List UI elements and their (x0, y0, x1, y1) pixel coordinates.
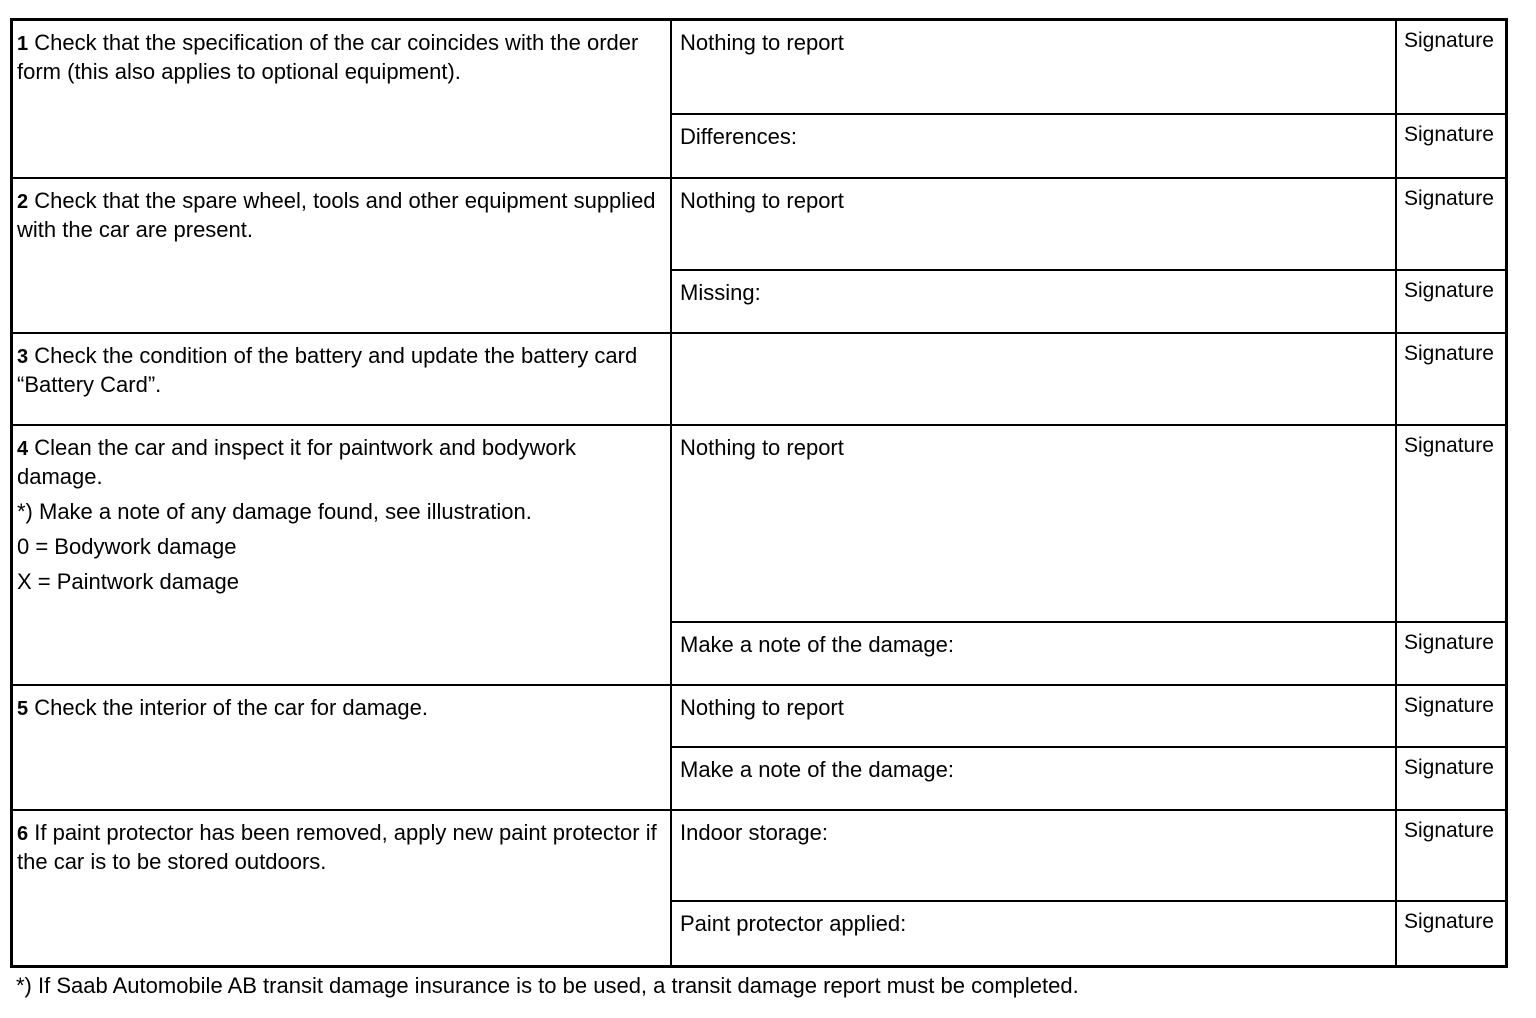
signature-label: Signature (1404, 819, 1494, 842)
instruction-text: If paint protector has been removed, apply new paint protector if the car is to be stored outdoors. (17, 820, 657, 874)
signature-label: Signature (1404, 434, 1494, 457)
note-field[interactable] (672, 426, 1397, 621)
form-section-5 (13, 686, 1505, 811)
instruction-cell (13, 21, 672, 177)
note-field[interactable] (672, 686, 1397, 746)
section-number: 5 (17, 698, 29, 720)
note-field[interactable] (672, 748, 1397, 809)
signature-field[interactable] (1397, 271, 1505, 332)
damage-legend-bodywork: 0 = Bodywork damage (17, 534, 237, 559)
form-section-3 (13, 334, 1505, 426)
instruction-text: Check the condition of the battery and update the battery card “Battery Card”. (17, 343, 638, 397)
note-label: Missing: (680, 280, 761, 305)
note-label: Nothing to report (680, 435, 844, 460)
instruction-cell (13, 686, 672, 809)
note-field[interactable] (672, 271, 1397, 332)
section-number: 4 (17, 438, 29, 460)
form-section-2 (13, 179, 1505, 334)
instruction-text: Check that the spare wheel, tools and other equipment supplied with the car are present. (17, 188, 656, 242)
signature-field[interactable] (1397, 811, 1505, 900)
instruction-text: Check the interior of the car for damage. (34, 695, 429, 720)
response-row (672, 271, 1505, 332)
response-row (672, 179, 1505, 271)
response-row (672, 21, 1505, 115)
signature-field[interactable] (1397, 426, 1505, 621)
section-number: 2 (17, 191, 29, 213)
response-row (672, 748, 1505, 809)
note-field[interactable] (672, 811, 1397, 900)
note-label: Nothing to report (680, 30, 844, 55)
signature-field[interactable] (1397, 334, 1505, 424)
response-row (672, 623, 1505, 684)
signature-field[interactable] (1397, 686, 1505, 746)
signature-label: Signature (1404, 694, 1494, 717)
response-row (672, 334, 1505, 424)
signature-field[interactable] (1397, 179, 1505, 269)
section-number: 6 (17, 823, 29, 845)
instruction-cell (13, 334, 672, 424)
footnote: *) If Saab Automobile AB transit damage insurance is to be used, a transit damage report must be completed. (16, 973, 1079, 998)
note-label: Nothing to report (680, 695, 844, 720)
signature-label: Signature (1404, 910, 1494, 933)
signature-field[interactable] (1397, 21, 1505, 113)
response-row (672, 426, 1505, 623)
signature-field[interactable] (1397, 902, 1505, 965)
signature-label: Signature (1404, 756, 1494, 779)
delivery-inspection-form (10, 18, 1508, 968)
note-field[interactable] (672, 21, 1397, 113)
note-field[interactable] (672, 334, 1397, 424)
section-number: 1 (17, 33, 29, 55)
note-field[interactable] (672, 623, 1397, 684)
damage-legend-paintwork: X = Paintwork damage (17, 569, 239, 594)
response-area (672, 179, 1505, 332)
signature-label: Signature (1404, 187, 1494, 210)
response-area (672, 334, 1505, 424)
signature-label: Signature (1404, 123, 1494, 146)
note-label: Paint protector applied: (680, 911, 907, 936)
response-area (672, 811, 1505, 965)
response-area (672, 426, 1505, 684)
note-label: Make a note of the damage: (680, 632, 954, 657)
response-area (672, 686, 1505, 809)
instruction-cell (13, 811, 672, 965)
signature-label: Signature (1404, 29, 1494, 52)
response-row (672, 115, 1505, 177)
note-label: Nothing to report (680, 188, 844, 213)
signature-field[interactable] (1397, 748, 1505, 809)
form-section-1 (13, 21, 1505, 179)
section-number: 3 (17, 346, 29, 368)
note-field[interactable] (672, 902, 1397, 965)
form-section-4 (13, 426, 1505, 686)
note-label: Make a note of the damage: (680, 757, 954, 782)
note-field[interactable] (672, 115, 1397, 177)
instruction-text: Clean the car and inspect it for paintwork and bodywork damage. (17, 435, 576, 489)
response-row (672, 902, 1505, 965)
instruction-cell (13, 426, 672, 684)
signature-label: Signature (1404, 279, 1494, 302)
damage-note-line: *) Make a note of any damage found, see illustration. (17, 499, 532, 524)
response-row (672, 686, 1505, 748)
signature-field[interactable] (1397, 623, 1505, 684)
note-label: Differences: (680, 124, 797, 149)
signature-field[interactable] (1397, 115, 1505, 177)
note-label: Indoor storage: (680, 820, 828, 845)
note-field[interactable] (672, 179, 1397, 269)
response-area (672, 21, 1505, 177)
signature-label: Signature (1404, 631, 1494, 654)
response-row (672, 811, 1505, 902)
signature-label: Signature (1404, 342, 1494, 365)
instruction-cell (13, 179, 672, 332)
form-section-6 (13, 811, 1505, 965)
instruction-text: Check that the specification of the car coincides with the order form (this also applies to optional equipment). (17, 30, 639, 84)
